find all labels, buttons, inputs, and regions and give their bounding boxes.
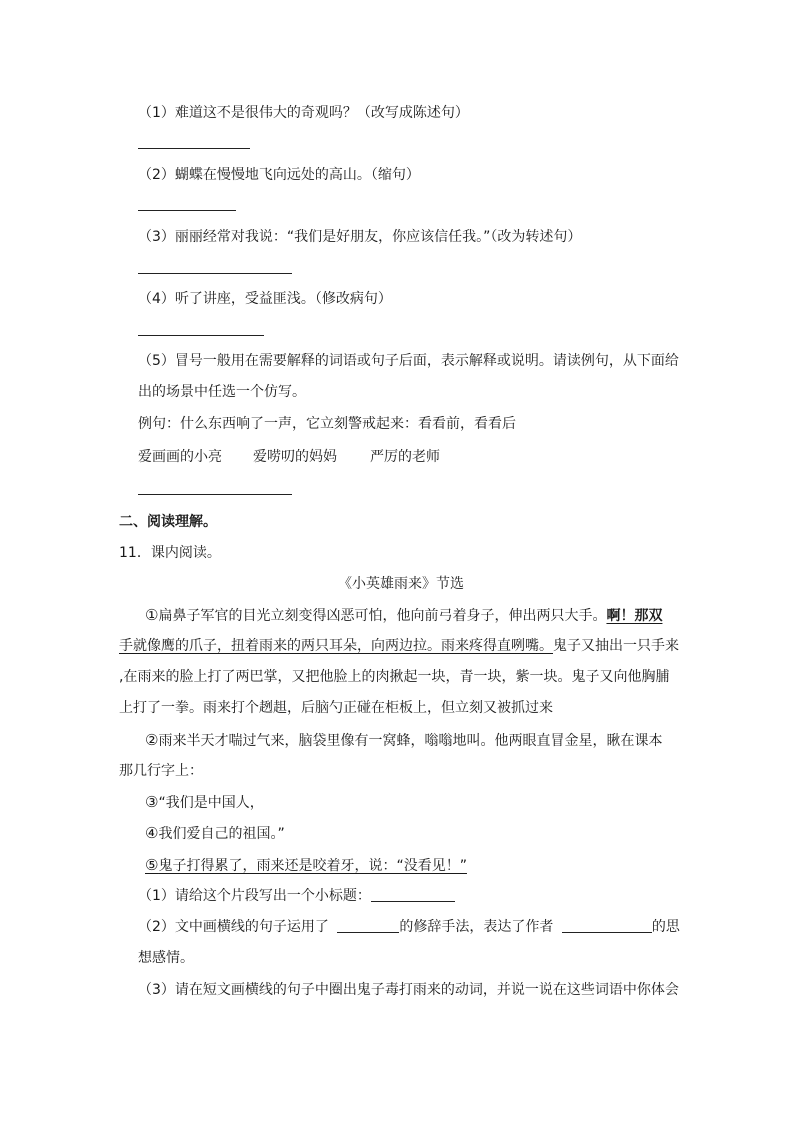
q1-answer-line[interactable] xyxy=(138,148,250,149)
subquestion-1: （1）请给这个片段写出一个小标题： xyxy=(138,886,455,906)
emotion-blank[interactable] xyxy=(562,918,652,933)
q5-scene-3: 严厉的老师 xyxy=(370,449,440,465)
paragraph-number-2: ② xyxy=(145,731,159,749)
paragraph-number-1: ① xyxy=(145,606,159,624)
subquestion-2-line-2: 想感情。 xyxy=(138,950,194,966)
q5-text-line2: 出的场景中任选一个仿写。 xyxy=(138,384,306,400)
q2-answer-line[interactable] xyxy=(138,210,236,211)
q5-scene-2: 爱唠叨的妈妈 xyxy=(253,449,337,465)
subquestion-1-answer-blank[interactable] xyxy=(371,887,455,902)
rhetoric-blank[interactable] xyxy=(337,918,399,933)
passage-title: 《小英雄雨来》节选 xyxy=(338,576,464,592)
q5-example: 例句：什么东西响了一声，它立刻警戒起来：看看前，看看后 xyxy=(138,416,516,432)
paragraph-1-line-2: 手就像鹰的爪子，扭着雨来的两只耳朵，向两边拉。雨来疼得直咧嘴。鬼子又抽出一只手来 xyxy=(119,638,679,654)
paragraph-3: ③“我们是中国人， xyxy=(145,793,264,811)
underlined-sentence: 啊！那双 xyxy=(606,608,663,624)
q2-text: （2）蝴蝶在慢慢地飞向远处的高山。（缩句） xyxy=(138,167,420,183)
section-heading: 二、阅读理解。 xyxy=(119,514,217,530)
paragraph-4: ④我们爱自己的祖国。” xyxy=(145,824,285,842)
paragraph-number-5: ⑤ xyxy=(145,856,159,874)
q5-answer-line[interactable] xyxy=(138,494,292,495)
paragraph-2-line-2: 那几行字上： xyxy=(119,763,203,779)
paragraph-1-line-1: ①扁鼻子军官的目光立刻变得凶恶可怕，他向前弓着身子，伸出两只大手。啊！那双 xyxy=(145,606,663,624)
q3-answer-line[interactable] xyxy=(138,273,292,274)
paragraph-1-line-4: 上打了一拳。雨来打个趔趄，后脑勺正碰在柜板上，但立刻又被抓过来 xyxy=(119,700,553,716)
subquestion-2-line-1: （2）文中画横线的句子运用了 的修辞手法，表达了作者 的思 xyxy=(138,919,680,935)
q5-scene-1: 爱画画的小亮 xyxy=(138,449,222,465)
q4-answer-line[interactable] xyxy=(138,335,264,336)
q11-heading: 11．课内阅读。 xyxy=(119,545,221,561)
paragraph-number-3: ③ xyxy=(145,793,159,811)
subquestion-3: （3）请在短文画横线的句子中圈出鬼子毒打雨来的动词，并说一说在这些词语中你体会 xyxy=(138,982,679,998)
underlined-sentence: 手就像鹰的爪子，扭着雨来的两只耳朵，向两边拉。雨来疼得直咧嘴。 xyxy=(119,638,553,654)
paragraph-5 xyxy=(145,855,467,876)
q3-text: （3）丽丽经常对我说：“我们是好朋友，你应该信任我。”（改为转述句） xyxy=(138,229,582,245)
underlined-sentence: 鬼子打得累了，雨来还是咬着牙，说：“没看见！” xyxy=(158,858,467,874)
q5-text-line1: （5）冒号一般用在需要解释的词语或句子后面，表示解释或说明。请读例句，从下面给 xyxy=(138,353,679,369)
q1-text: （1）难道这不是很伟大的奇观吗？（改写成陈述句） xyxy=(138,105,469,121)
paragraph-number-4: ④ xyxy=(145,824,159,842)
paragraph-1-line-3: ,在雨来的脸上打了两巴掌，又把他脸上的肉揪起一块，青一块，紫一块。鬼子又向他胸脯 xyxy=(119,669,670,685)
q4-text: （4）听了讲座，受益匪浅。（修改病句） xyxy=(138,291,392,307)
paragraph-2-line-1: ②雨来半天才喘过气来，脑袋里像有一窝蜂，嗡嗡地叫。他两眼直冒金星，瞅在课本 xyxy=(145,731,663,749)
